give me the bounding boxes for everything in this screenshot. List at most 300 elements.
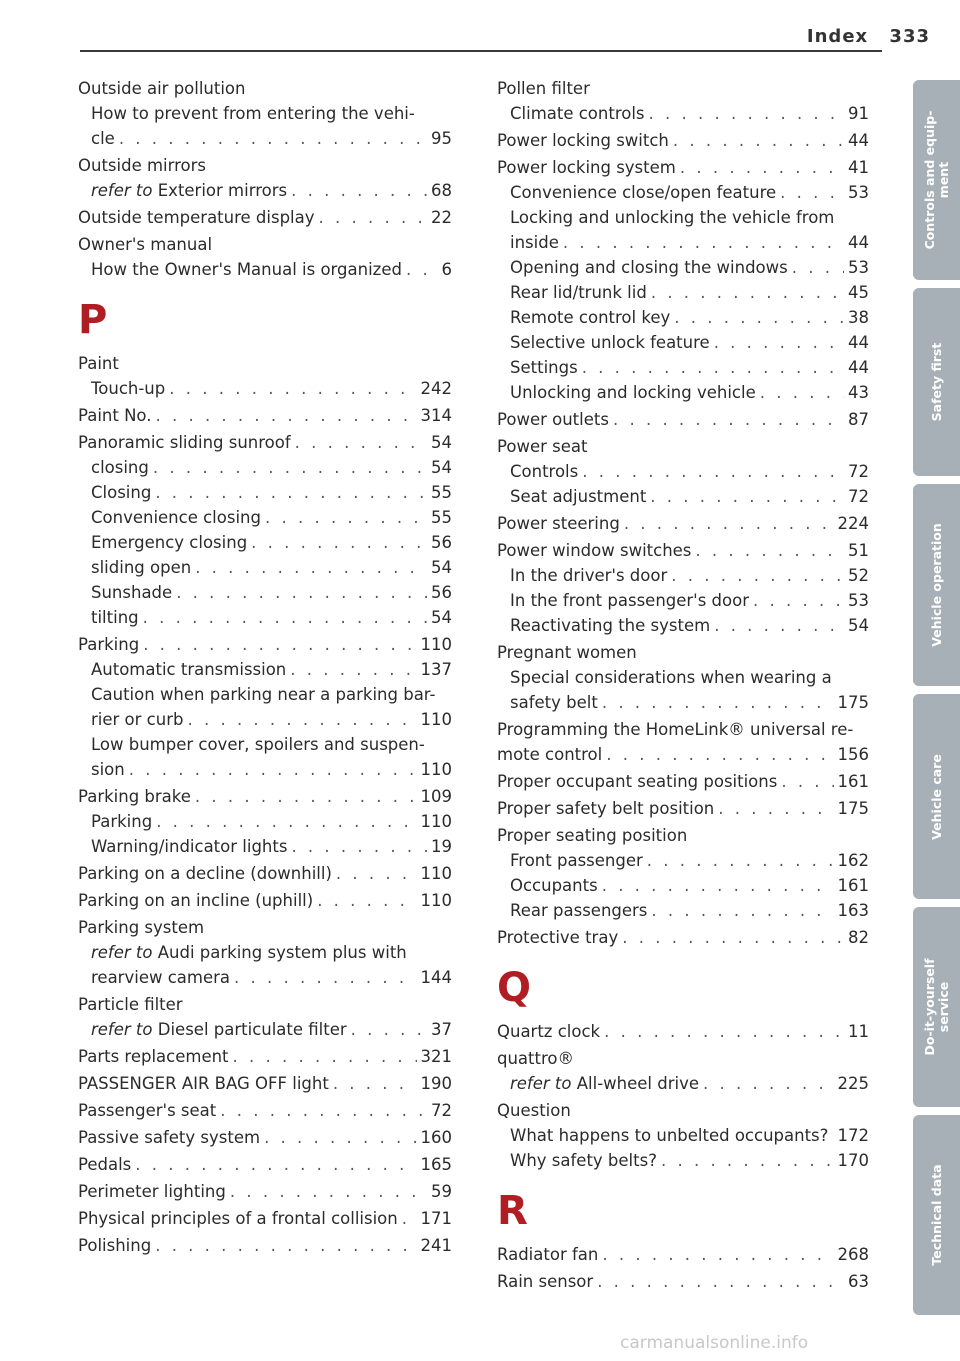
index-subentry[interactable] <box>78 555 452 580</box>
entry-text <box>497 76 590 101</box>
entry-text <box>78 1233 151 1258</box>
page-reference[interactable]: 163 <box>837 901 869 920</box>
entry-text <box>510 230 559 255</box>
page-reference[interactable]: 43 <box>848 383 869 402</box>
page-reference[interactable]: 321 <box>420 1047 452 1066</box>
index-entry[interactable] <box>78 1071 452 1096</box>
page-reference[interactable]: 190 <box>420 1074 452 1093</box>
index-entry[interactable] <box>497 407 869 432</box>
entry-label: Opening and closing the windows <box>510 258 788 277</box>
dot-leader <box>582 355 844 380</box>
entry-text <box>91 480 151 505</box>
index-entry <box>78 153 452 178</box>
index-subentry[interactable] <box>78 834 452 859</box>
index-entry[interactable] <box>78 632 452 657</box>
dot-leader <box>718 796 833 821</box>
index-subentry[interactable] <box>497 255 869 280</box>
entry-text <box>510 1148 657 1173</box>
page-number: 333 <box>889 26 930 47</box>
entry-label: Audi parking system plus with <box>157 943 407 962</box>
index-entry[interactable] <box>78 1152 452 1177</box>
header-rule <box>80 50 882 52</box>
index-entry[interactable] <box>78 888 452 913</box>
entry-text <box>91 126 115 151</box>
index-subentry[interactable] <box>78 965 452 990</box>
page-reference[interactable]: 45 <box>848 283 869 302</box>
entry-label: quattro® <box>497 1049 574 1068</box>
index-entry[interactable] <box>497 925 869 950</box>
page-reference[interactable]: 53 <box>848 258 869 277</box>
tab-vehicle-care[interactable] <box>913 694 960 899</box>
index-entry[interactable] <box>497 796 869 821</box>
entry-label: rier or curb <box>91 710 184 729</box>
dot-leader <box>781 769 833 794</box>
page-reference[interactable]: 110 <box>420 864 452 883</box>
index-entry <box>78 76 452 101</box>
dot-leader <box>760 380 844 405</box>
entry-text <box>497 742 602 767</box>
dot-leader <box>753 588 844 613</box>
entry-label: Physical principles of a frontal collision <box>78 1209 398 1228</box>
page-reference[interactable]: 171 <box>420 1209 452 1228</box>
index-letter-heading: R <box>497 1188 528 1234</box>
page-reference[interactable]: 110 <box>420 710 452 729</box>
tab-technical-data[interactable] <box>913 1115 960 1315</box>
entry-text <box>91 657 286 682</box>
index-subentry[interactable] <box>78 455 452 480</box>
entry-text <box>78 915 204 940</box>
page-reference[interactable]: 51 <box>848 541 869 560</box>
entry-text <box>510 563 667 588</box>
index-column-right <box>497 76 869 1294</box>
page-reference[interactable]: 87 <box>848 410 869 429</box>
page-reference[interactable]: 165 <box>420 1155 452 1174</box>
entry-label: Touch-up <box>91 379 166 398</box>
index-entry[interactable] <box>78 1098 452 1123</box>
entry-text <box>497 1046 574 1071</box>
entry-text <box>497 1098 571 1123</box>
entry-label: Proper occupant seating positions <box>497 772 778 791</box>
entry-text <box>510 898 647 923</box>
entry-label: Diesel particulate filter <box>157 1020 347 1039</box>
index-subentry[interactable] <box>497 690 869 715</box>
page-reference[interactable]: 11 <box>848 1022 869 1041</box>
entry-label: Paint <box>78 354 119 373</box>
index-subentry[interactable] <box>497 355 869 380</box>
entry-text <box>78 232 212 257</box>
page-reference[interactable]: 110 <box>420 812 452 831</box>
page-reference[interactable]: 55 <box>431 508 452 527</box>
index-subentry[interactable] <box>497 380 869 405</box>
entry-text <box>510 848 643 873</box>
entry-label: Climate controls <box>510 104 645 123</box>
entry-label: Closing <box>91 483 152 502</box>
page-reference[interactable]: 44 <box>848 358 869 377</box>
entry-text <box>78 784 191 809</box>
dot-leader <box>351 1017 427 1042</box>
page-reference[interactable]: 109 <box>420 787 452 806</box>
index-subentry[interactable] <box>78 480 452 505</box>
entry-label: Parts replacement <box>78 1047 229 1066</box>
page-reference[interactable]: 82 <box>848 928 869 947</box>
index-entry[interactable] <box>78 1206 452 1231</box>
page-reference[interactable]: 144 <box>420 968 452 987</box>
entry-text <box>91 555 191 580</box>
page-reference[interactable]: 95 <box>431 129 452 148</box>
entry-label: Rear passengers <box>510 901 648 920</box>
index-entry[interactable] <box>78 403 452 428</box>
entry-label: Outside air pollution <box>78 79 246 98</box>
dot-leader <box>651 898 833 923</box>
index-subentry[interactable] <box>497 230 869 255</box>
page-reference[interactable]: 72 <box>431 1101 452 1120</box>
index-subentry[interactable] <box>497 613 869 638</box>
entry-text <box>497 1019 600 1044</box>
dot-leader <box>135 1152 416 1177</box>
dot-leader <box>650 484 844 509</box>
index-subentry[interactable] <box>497 305 869 330</box>
page-reference[interactable]: 72 <box>848 487 869 506</box>
page-reference[interactable]: 53 <box>848 183 869 202</box>
index-subentry[interactable] <box>497 873 869 898</box>
entry-text <box>497 511 620 536</box>
entry-text <box>78 351 119 376</box>
entry-label: sion <box>91 760 125 779</box>
entry-label: Owner's manual <box>78 235 213 254</box>
page-reference[interactable]: 54 <box>848 616 869 635</box>
index-subentry[interactable] <box>497 180 869 205</box>
entry-text <box>78 1098 216 1123</box>
dot-leader <box>155 403 416 428</box>
page-header <box>807 26 930 47</box>
entry-text <box>497 1242 598 1267</box>
entry-text <box>78 153 206 178</box>
dot-leader <box>336 861 417 886</box>
entry-text <box>510 459 578 484</box>
entry-label: Sunshade <box>91 583 173 602</box>
page-reference[interactable]: 44 <box>848 333 869 352</box>
entry-label: Outside mirrors <box>78 156 207 175</box>
page-reference[interactable]: 56 <box>431 533 452 552</box>
page-reference[interactable]: 63 <box>848 1272 869 1291</box>
index-subentry[interactable] <box>497 484 869 509</box>
page-reference[interactable]: 54 <box>431 558 452 577</box>
section-title: Index <box>806 26 869 47</box>
page-reference[interactable]: 110 <box>420 891 452 910</box>
page-reference[interactable]: 156 <box>837 745 869 764</box>
page-reference[interactable]: 38 <box>848 308 869 327</box>
index-subentry[interactable] <box>78 1017 452 1042</box>
page-reference[interactable]: 52 <box>848 566 869 585</box>
index-entry[interactable] <box>78 1179 452 1204</box>
entry-label: Rear lid/trunk lid <box>510 283 647 302</box>
entry-text <box>78 888 313 913</box>
index-entry[interactable] <box>497 155 869 180</box>
entry-text <box>510 205 834 230</box>
entry-text <box>510 101 645 126</box>
entry-text <box>91 530 247 555</box>
dot-leader <box>602 1242 833 1267</box>
index-entry[interactable] <box>497 538 869 563</box>
index-letter-heading: P <box>78 297 108 343</box>
index-subentry[interactable] <box>78 178 452 203</box>
page-reference[interactable]: 44 <box>848 131 869 150</box>
page-reference[interactable]: 110 <box>420 635 452 654</box>
dot-leader <box>671 563 844 588</box>
entry-label: Paint No. <box>78 406 152 425</box>
entry-text <box>510 1071 699 1096</box>
entry-label: Emergency closing <box>91 533 248 552</box>
dot-leader <box>714 613 844 638</box>
index-subentry[interactable] <box>497 588 869 613</box>
index-subentry[interactable] <box>78 530 452 555</box>
entry-label: safety belt <box>510 693 598 712</box>
dot-leader <box>153 455 427 480</box>
entry-label: Parking <box>78 635 140 654</box>
entry-label: What happens to unbelted occupants? <box>510 1126 829 1145</box>
page-reference[interactable]: 242 <box>420 379 452 398</box>
dot-leader <box>129 757 417 782</box>
page-reference[interactable]: 172 <box>837 1126 869 1145</box>
index-entry[interactable] <box>78 430 452 455</box>
entry-text <box>91 505 261 530</box>
index-entry <box>497 434 869 459</box>
entry-label: cle <box>91 129 115 148</box>
entry-label: Selective unlock feature <box>510 333 710 352</box>
index-subentry[interactable] <box>497 459 869 484</box>
index-entry <box>78 915 452 940</box>
page-reference[interactable]: 41 <box>848 158 869 177</box>
dot-leader <box>251 530 427 555</box>
page-reference[interactable]: 268 <box>837 1245 869 1264</box>
entry-text <box>78 1179 226 1204</box>
entry-label: Panoramic sliding sunroof <box>78 433 291 452</box>
entry-label: Passenger's seat <box>78 1101 217 1120</box>
index-entry <box>497 717 869 742</box>
page-reference[interactable]: 59 <box>431 1182 452 1201</box>
index-subentry[interactable] <box>78 257 452 282</box>
entry-label: mote control <box>497 745 603 764</box>
index-entry[interactable] <box>78 205 452 230</box>
page-reference[interactable]: 161 <box>837 772 869 791</box>
index-subentry[interactable] <box>497 563 869 588</box>
index-subentry[interactable] <box>497 1148 869 1173</box>
index-entry[interactable] <box>497 128 869 153</box>
dot-leader <box>155 1233 416 1258</box>
entry-label: Occupants <box>510 876 598 895</box>
entry-text <box>91 101 415 126</box>
entry-text <box>91 455 149 480</box>
page-reference[interactable]: 91 <box>848 104 869 123</box>
index-entry <box>497 823 869 848</box>
dot-leader <box>195 555 427 580</box>
page-reference[interactable]: 160 <box>420 1128 452 1147</box>
dot-leader <box>651 280 844 305</box>
entry-label: Pregnant women <box>497 643 637 662</box>
tab-do-it-yourself[interactable] <box>913 907 960 1107</box>
dot-leader <box>230 1179 427 1204</box>
index-subentry[interactable] <box>497 330 869 355</box>
index-subentry[interactable] <box>78 376 452 401</box>
index-subentry <box>78 682 452 707</box>
entry-text <box>497 823 687 848</box>
entry-label: Passive safety system <box>78 1128 261 1147</box>
entry-label: Reactivating the system <box>510 616 711 635</box>
page-reference[interactable]: 53 <box>848 591 869 610</box>
entry-text <box>78 861 332 886</box>
page-reference[interactable]: 224 <box>837 514 869 533</box>
entry-text <box>497 640 637 665</box>
page-reference[interactable]: 137 <box>420 660 452 679</box>
index-entry[interactable] <box>497 742 869 767</box>
entry-text <box>78 76 246 101</box>
entry-text <box>91 757 125 782</box>
entry-label: sliding open <box>91 558 192 577</box>
index-entry[interactable] <box>78 1044 452 1069</box>
index-entry[interactable] <box>497 1269 869 1294</box>
index-entry[interactable] <box>78 784 452 809</box>
entry-text <box>91 257 402 282</box>
entry-text <box>510 873 598 898</box>
page-reference[interactable]: 19 <box>431 837 452 856</box>
entry-label: Remote control key <box>510 308 671 327</box>
page-reference[interactable]: 54 <box>431 458 452 477</box>
dot-leader <box>602 873 834 898</box>
page-reference[interactable]: 55 <box>431 483 452 502</box>
page-reference[interactable]: 44 <box>848 233 869 252</box>
entry-label: Seat adjustment <box>510 487 647 506</box>
page-reference[interactable]: 162 <box>837 851 869 870</box>
index-entry[interactable] <box>497 769 869 794</box>
dot-leader <box>597 1269 844 1294</box>
entry-text <box>510 690 598 715</box>
dot-leader <box>673 128 844 153</box>
index-subentry[interactable] <box>497 1071 869 1096</box>
index-subentry[interactable] <box>78 809 452 834</box>
index-entry[interactable] <box>497 1019 869 1044</box>
page-reference[interactable]: 225 <box>837 1074 869 1093</box>
index-entry <box>497 640 869 665</box>
entry-label: Locking and unlocking the vehicle from <box>510 208 835 227</box>
page-reference[interactable]: 56 <box>431 583 452 602</box>
entry-text <box>91 834 287 859</box>
entry-label: Power window switches <box>497 541 692 560</box>
page-reference[interactable]: 54 <box>431 433 452 452</box>
index-entry[interactable] <box>78 1233 452 1258</box>
page-reference[interactable]: 110 <box>420 760 452 779</box>
index-subentry <box>78 101 452 126</box>
page-reference[interactable]: 68 <box>431 181 452 200</box>
entry-label: Power seat <box>497 437 588 456</box>
entry-text <box>91 376 165 401</box>
entry-label: Proper safety belt position <box>497 799 715 818</box>
index-entry[interactable] <box>78 1125 452 1150</box>
entry-text <box>497 434 587 459</box>
dot-leader <box>265 505 427 530</box>
page-reference[interactable]: 22 <box>431 208 452 227</box>
page-reference[interactable]: 54 <box>431 608 452 627</box>
index-subentry[interactable] <box>78 580 452 605</box>
index-subentry[interactable] <box>497 1123 869 1148</box>
entry-label: How the Owner's Manual is organized <box>91 260 402 279</box>
index-subentry[interactable] <box>497 848 869 873</box>
entry-text <box>510 255 788 280</box>
entry-text <box>91 178 287 203</box>
entry-label: Power locking switch <box>497 131 669 150</box>
page-reference[interactable]: 241 <box>420 1236 452 1255</box>
entry-text <box>91 605 139 630</box>
index-subentry <box>78 940 452 965</box>
entry-text <box>91 707 183 732</box>
index-entry[interactable] <box>78 861 452 886</box>
entry-text <box>91 682 436 707</box>
index-entry <box>78 992 452 1017</box>
dot-leader <box>602 690 834 715</box>
dot-leader <box>143 632 416 657</box>
entry-label: Low bumper cover, spoilers and suspen- <box>91 735 425 754</box>
dot-leader <box>291 178 427 203</box>
dot-leader <box>143 605 427 630</box>
page-reference[interactable]: 175 <box>837 693 869 712</box>
entry-text <box>510 280 647 305</box>
dot-leader <box>563 230 844 255</box>
index-entry[interactable] <box>497 511 869 536</box>
entry-label: Pedals <box>78 1155 132 1174</box>
dot-leader <box>622 925 844 950</box>
page-reference[interactable]: 72 <box>848 462 869 481</box>
index-subentry <box>497 665 869 690</box>
page-reference[interactable]: 175 <box>837 799 869 818</box>
entry-text <box>497 407 609 432</box>
page-reference[interactable]: 161 <box>837 876 869 895</box>
page-reference[interactable]: 170 <box>837 1151 869 1170</box>
index-subentry[interactable] <box>78 126 452 151</box>
tab-vehicle-operation[interactable] <box>913 484 960 686</box>
entry-text <box>510 330 710 355</box>
entry-text <box>78 403 151 428</box>
index-column-left <box>78 76 452 1258</box>
index-entry <box>78 351 452 376</box>
index-subentry[interactable] <box>78 757 452 782</box>
index-subentry[interactable] <box>78 605 452 630</box>
entry-label: Controls <box>510 462 579 481</box>
entry-text <box>510 613 710 638</box>
dot-leader <box>264 1125 416 1150</box>
entry-text <box>510 180 776 205</box>
index-subentry[interactable] <box>497 280 869 305</box>
entry-label: Power locking system <box>497 158 676 177</box>
entry-label: How to prevent from entering the vehi- <box>91 104 415 123</box>
entry-label: All-wheel drive <box>576 1074 700 1093</box>
dot-leader <box>606 742 833 767</box>
page-reference[interactable]: 37 <box>431 1020 452 1039</box>
index-subentry[interactable] <box>78 707 452 732</box>
entry-label: Radiator fan <box>497 1245 599 1264</box>
tab-safety-first[interactable] <box>913 288 960 476</box>
page-reference[interactable]: 6 <box>441 260 452 279</box>
dot-leader <box>832 1123 833 1148</box>
dot-leader <box>649 101 844 126</box>
index-subentry[interactable] <box>78 505 452 530</box>
index-subentry[interactable] <box>497 101 869 126</box>
index-subentry[interactable] <box>497 898 869 923</box>
tab-controls[interactable] <box>913 80 960 280</box>
page-reference[interactable]: 314 <box>420 406 452 425</box>
index-subentry[interactable] <box>78 657 452 682</box>
entry-label: Rain sensor <box>497 1272 594 1291</box>
index-entry <box>497 1046 869 1071</box>
index-entry[interactable] <box>497 1242 869 1267</box>
